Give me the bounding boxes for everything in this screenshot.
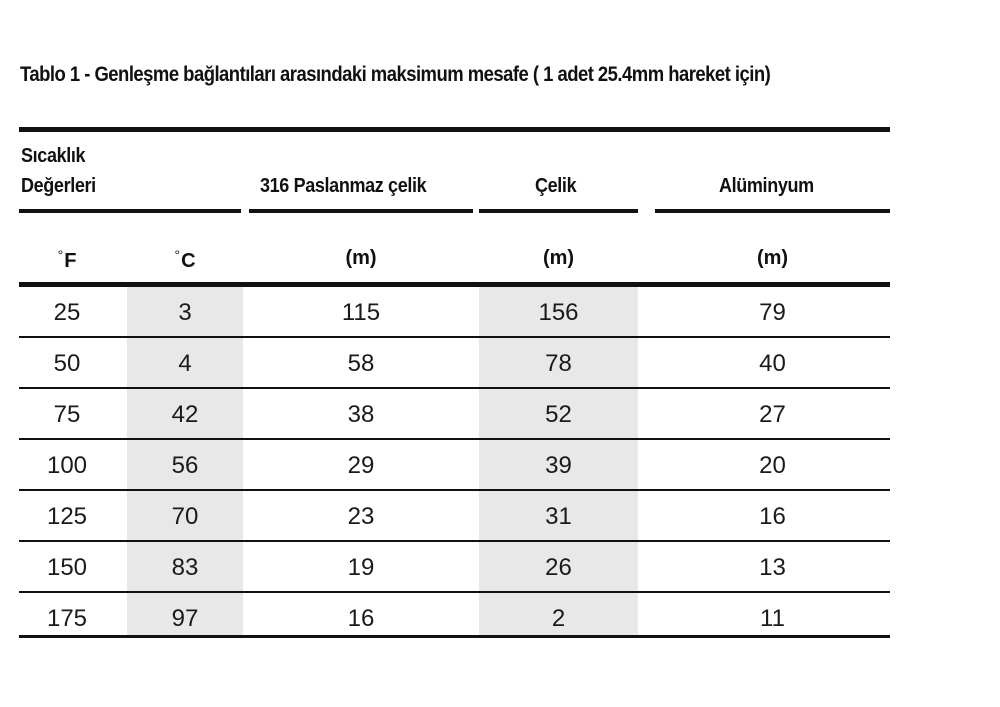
fahrenheit-unit: °F [57,247,77,272]
fahrenheit-unit-label: F [64,250,77,272]
fahrenheit-cell: 75 [53,401,81,428]
aluminum-header: Alüminyum [719,175,814,197]
temperature-header-line1: Sıcaklık [21,145,86,167]
fahrenheit-cell: 100 [46,452,88,479]
celsius-cell: 97 [171,605,199,632]
fahrenheit-cell: 175 [46,605,88,632]
table-row [19,338,890,389]
fahrenheit-cell: 25 [53,299,81,326]
celsius-cell: 42 [171,401,199,428]
table-row [19,440,890,491]
steel-cell: 39 [545,452,572,479]
table-top-rule [19,127,890,132]
aluminum-cell: 20 [759,452,786,479]
aluminum-cell: 27 [759,401,786,428]
stainless-header-rule [249,209,473,213]
steel-cell: 52 [545,401,572,428]
table-bottom-rule [19,635,890,638]
steel-header: Çelik [535,175,577,197]
aluminum-header-rule [655,209,890,213]
steel-cell: 26 [545,554,572,581]
aluminum-cell: 16 [759,503,786,530]
stainless-cell: 19 [347,554,375,581]
celsius-cell: 3 [178,299,192,326]
aluminum-cell: 11 [760,605,785,632]
steel-header-rule [479,209,638,213]
temperature-header-line2: Değerleri [21,175,96,197]
aluminum-cell: 79 [759,299,786,326]
expansion-joint-table [19,127,890,639]
temperature-header-rule [19,209,241,213]
celsius-cell: 70 [171,503,199,530]
celsius-cell: 83 [171,554,199,581]
steel-cell: 31 [545,503,572,530]
aluminum-cell: 13 [759,554,786,581]
table-row [19,542,890,593]
stainless-cell: 23 [347,503,375,530]
fahrenheit-cell: 150 [46,554,88,581]
steel-unit: (m) [542,247,575,269]
table-title: Tablo 1 - Genleşme bağlantıları arasındaki maksimum mesafe ( 1 adet 25.4mm hareket için) [20,63,771,86]
steel-cell: 2 [551,605,566,632]
table-row [19,389,890,440]
celsius-unit-label: C [181,250,196,272]
stainless-cell: 16 [347,605,375,632]
stainless-unit: (m) [345,247,377,269]
fahrenheit-cell: 125 [46,503,88,530]
table-row [19,287,890,338]
table-row [19,491,890,542]
stainless-header: 316 Paslanmaz çelik [260,175,427,197]
fahrenheit-cell: 50 [53,350,81,377]
stainless-cell: 38 [347,401,375,428]
celsius-cell: 56 [171,452,199,479]
aluminum-unit: (m) [756,247,789,269]
stainless-cell: 29 [347,452,375,479]
celsius-unit: °C [174,247,196,272]
celsius-cell: 4 [178,350,192,377]
steel-cell: 78 [545,350,572,377]
stainless-cell: 58 [347,350,375,377]
stainless-cell: 115 [341,299,381,326]
aluminum-cell: 40 [759,350,786,377]
steel-cell: 156 [538,299,579,326]
